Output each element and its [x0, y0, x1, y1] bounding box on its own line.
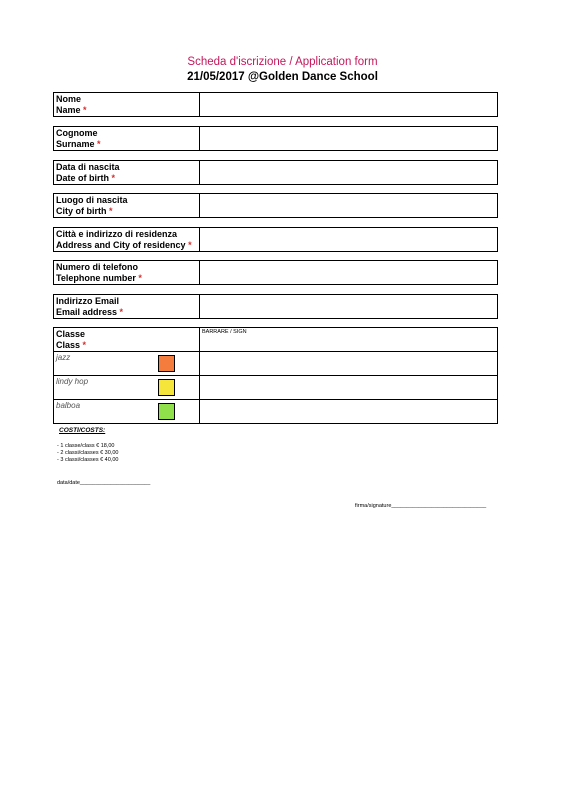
field-label — [54, 161, 200, 184]
required-mark: * — [82, 340, 87, 350]
field-label-en: Surname — [56, 139, 95, 149]
field-label-it: Classe — [56, 329, 86, 339]
field-label — [54, 261, 200, 284]
class-name: balboa — [56, 401, 81, 410]
field-label-en: Date of birth — [56, 173, 109, 183]
field-label-en: City of birth — [56, 206, 107, 216]
name-input[interactable] — [200, 93, 497, 116]
class-header-label — [56, 329, 86, 351]
required-mark: * — [111, 173, 116, 183]
telephone-input[interactable] — [200, 261, 497, 284]
email-input[interactable] — [200, 295, 497, 318]
field-label-it: Cognome — [56, 128, 98, 138]
field-label-en: Name — [56, 105, 81, 115]
required-mark: * — [138, 273, 142, 283]
field-label-it: Luogo di nascita — [56, 195, 128, 205]
required-mark: * — [83, 105, 87, 115]
form-subtitle: 21/05/2017 @Golden Dance School — [187, 71, 378, 83]
class-color-swatch — [158, 403, 175, 420]
required-mark: * — [188, 240, 192, 250]
field-label-en: Email address — [56, 307, 118, 317]
required-mark: * — [97, 139, 101, 149]
field-label-en: Telephone number — [56, 273, 136, 283]
field-address — [53, 227, 498, 252]
sign-cell-lindy-hop[interactable] — [200, 376, 497, 400]
sign-cell-balboa[interactable] — [200, 400, 497, 424]
signature-line[interactable]: firma/signature_______________________________ — [355, 503, 487, 509]
class-name: jazz — [56, 353, 71, 362]
field-surname — [53, 126, 498, 151]
surname-input[interactable] — [200, 127, 497, 150]
field-name — [53, 92, 498, 117]
field-label — [54, 295, 200, 318]
cost-item: - 3 classi/classes € 40,00 — [57, 457, 119, 463]
field-label — [54, 194, 200, 217]
field-email — [53, 294, 498, 319]
costs-heading: COSTI/COSTS: — [59, 427, 106, 434]
sign-header: BARRARE / SIGN — [202, 329, 247, 335]
field-label-en: Address and City of residency — [56, 240, 186, 250]
class-row-jazz — [54, 351, 497, 376]
class-row-lindy-hop — [54, 375, 497, 400]
cost-item: - 1 classe/class € 18,00 — [57, 443, 115, 449]
class-name: lindy hop — [56, 377, 89, 386]
class-selection-table — [53, 327, 498, 424]
sign-cell-jazz[interactable] — [200, 352, 497, 376]
class-color-swatch — [158, 379, 175, 396]
field-label-it: Indirizzo Email — [56, 296, 120, 306]
class-color-swatch — [158, 355, 175, 372]
field-date-of-birth — [53, 160, 498, 185]
field-label — [54, 127, 200, 150]
form-title: Scheda d'iscrizione / Application form — [187, 56, 378, 68]
class-row-balboa — [54, 399, 497, 424]
field-label-it: Data di nascita — [56, 162, 120, 172]
required-mark: * — [119, 307, 124, 317]
cost-item: - 2 classi/classes € 30,00 — [57, 450, 119, 456]
field-city-of-birth — [53, 193, 498, 218]
required-mark: * — [109, 206, 113, 216]
field-telephone — [53, 260, 498, 285]
field-label-en: Class — [56, 340, 81, 350]
field-label — [54, 93, 200, 116]
field-label-it: Nome — [56, 94, 82, 104]
field-label-it: Numero di telefono — [56, 262, 139, 272]
field-label-it: Città e indirizzo di residenza — [56, 229, 178, 239]
city-of-birth-input[interactable] — [200, 194, 497, 217]
field-label — [54, 228, 200, 251]
address-input[interactable] — [200, 228, 497, 251]
date-line[interactable]: data/date_______________________ — [57, 480, 151, 486]
date-of-birth-input[interactable] — [200, 161, 497, 184]
